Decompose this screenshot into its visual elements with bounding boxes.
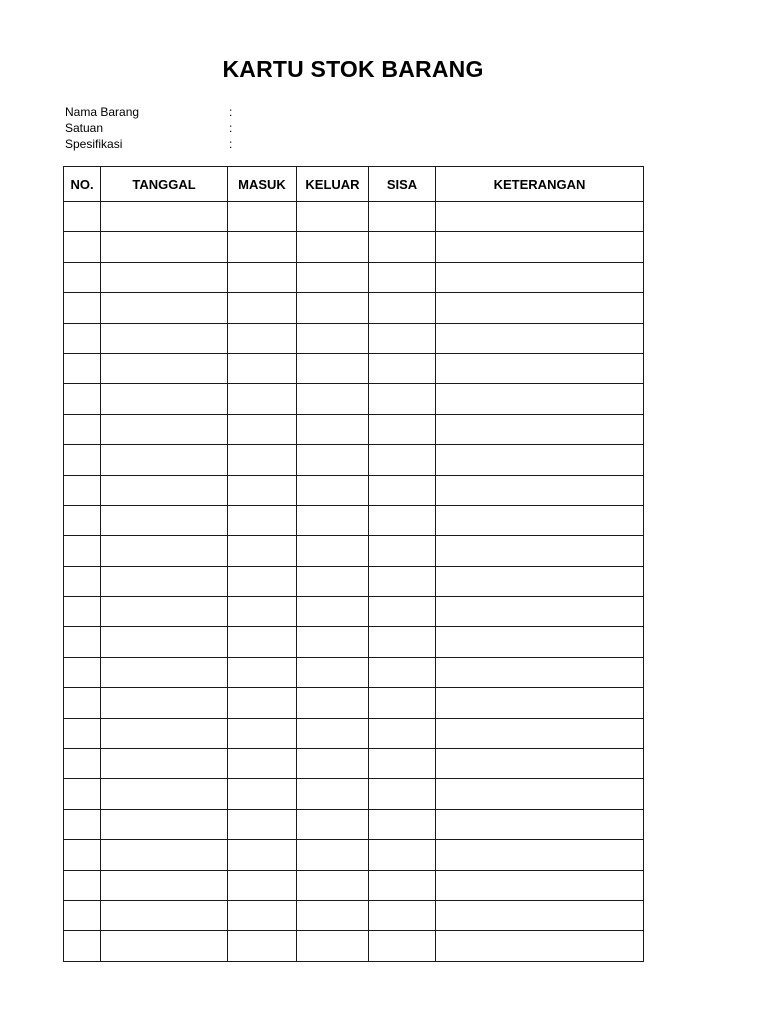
cell-masuk: [228, 809, 297, 839]
table-row: [64, 597, 644, 627]
header-no: NO.: [64, 167, 101, 202]
cell-tanggal: [101, 262, 228, 292]
cell-keluar: [297, 870, 369, 900]
info-row-satuan: [65, 120, 232, 136]
cell-masuk: [228, 749, 297, 779]
cell-keterangan: [436, 262, 644, 292]
cell-masuk: [228, 536, 297, 566]
cell-sisa: [369, 414, 436, 444]
cell-sisa: [369, 445, 436, 475]
cell-keluar: [297, 900, 369, 930]
table-row: [64, 688, 644, 718]
cell-sisa: [369, 900, 436, 930]
table-row: [64, 627, 644, 657]
cell-no: [64, 688, 101, 718]
header-tanggal: TANGGAL: [101, 167, 228, 202]
cell-tanggal: [101, 870, 228, 900]
cell-tanggal: [101, 657, 228, 687]
info-separator: :: [229, 121, 233, 135]
table-row: [64, 323, 644, 353]
cell-keterangan: [436, 657, 644, 687]
cell-masuk: [228, 293, 297, 323]
cell-no: [64, 232, 101, 262]
table-row: [64, 900, 644, 930]
cell-no: [64, 931, 101, 961]
table-row: [64, 445, 644, 475]
cell-keluar: [297, 293, 369, 323]
cell-keluar: [297, 475, 369, 505]
cell-tanggal: [101, 414, 228, 444]
cell-keluar: [297, 718, 369, 748]
cell-no: [64, 293, 101, 323]
cell-sisa: [369, 202, 436, 232]
cell-masuk: [228, 870, 297, 900]
cell-masuk: [228, 505, 297, 535]
cell-masuk: [228, 597, 297, 627]
cell-no: [64, 384, 101, 414]
cell-masuk: [228, 475, 297, 505]
info-separator: :: [229, 137, 233, 151]
table-row: [64, 840, 644, 870]
cell-keluar: [297, 597, 369, 627]
table-row: [64, 414, 644, 444]
cell-keterangan: [436, 566, 644, 596]
cell-no: [64, 809, 101, 839]
table-row: [64, 505, 644, 535]
cell-tanggal: [101, 718, 228, 748]
cell-tanggal: [101, 931, 228, 961]
cell-no: [64, 900, 101, 930]
cell-no: [64, 749, 101, 779]
cell-sisa: [369, 931, 436, 961]
cell-keluar: [297, 202, 369, 232]
cell-tanggal: [101, 232, 228, 262]
cell-no: [64, 475, 101, 505]
info-row-nama-barang: [65, 104, 232, 120]
cell-sisa: [369, 262, 436, 292]
cell-sisa: [369, 566, 436, 596]
cell-keterangan: [436, 232, 644, 262]
table-row: [64, 353, 644, 383]
cell-tanggal: [101, 475, 228, 505]
cell-tanggal: [101, 536, 228, 566]
cell-no: [64, 657, 101, 687]
cell-tanggal: [101, 688, 228, 718]
info-separator: :: [229, 105, 233, 119]
cell-no: [64, 536, 101, 566]
cell-keluar: [297, 353, 369, 383]
cell-tanggal: [101, 566, 228, 596]
cell-keterangan: [436, 809, 644, 839]
cell-keterangan: [436, 445, 644, 475]
cell-no: [64, 627, 101, 657]
cell-keterangan: [436, 627, 644, 657]
cell-masuk: [228, 931, 297, 961]
cell-masuk: [228, 414, 297, 444]
cell-masuk: [228, 384, 297, 414]
cell-tanggal: [101, 597, 228, 627]
cell-keterangan: [436, 202, 644, 232]
cell-keluar: [297, 384, 369, 414]
cell-keluar: [297, 414, 369, 444]
cell-no: [64, 566, 101, 596]
cell-keluar: [297, 749, 369, 779]
cell-sisa: [369, 597, 436, 627]
cell-sisa: [369, 688, 436, 718]
info-label: Spesifikasi: [65, 137, 123, 151]
table-header-row: [64, 167, 644, 202]
cell-masuk: [228, 688, 297, 718]
header-keluar: KELUAR: [297, 167, 369, 202]
cell-sisa: [369, 627, 436, 657]
table-row: [64, 931, 644, 961]
cell-masuk: [228, 353, 297, 383]
header-masuk: MASUK: [228, 167, 297, 202]
table-row: [64, 475, 644, 505]
cell-keluar: [297, 779, 369, 809]
cell-keterangan: [436, 688, 644, 718]
cell-no: [64, 870, 101, 900]
cell-tanggal: [101, 809, 228, 839]
cell-masuk: [228, 202, 297, 232]
cell-no: [64, 840, 101, 870]
cell-no: [64, 353, 101, 383]
cell-masuk: [228, 779, 297, 809]
cell-keluar: [297, 445, 369, 475]
cell-keluar: [297, 232, 369, 262]
table-row: [64, 232, 644, 262]
info-label: Nama Barang: [65, 105, 140, 119]
cell-masuk: [228, 262, 297, 292]
cell-sisa: [369, 536, 436, 566]
cell-keluar: [297, 627, 369, 657]
cell-sisa: [369, 779, 436, 809]
table-row: [64, 293, 644, 323]
cell-no: [64, 597, 101, 627]
cell-sisa: [369, 232, 436, 262]
table-body: [64, 202, 644, 962]
cell-keluar: [297, 657, 369, 687]
item-info: [65, 104, 232, 152]
cell-keluar: [297, 840, 369, 870]
cell-keterangan: [436, 840, 644, 870]
cell-tanggal: [101, 840, 228, 870]
cell-sisa: [369, 718, 436, 748]
cell-sisa: [369, 323, 436, 353]
cell-tanggal: [101, 749, 228, 779]
cell-keluar: [297, 505, 369, 535]
cell-keterangan: [436, 718, 644, 748]
table-row: [64, 779, 644, 809]
cell-keluar: [297, 536, 369, 566]
table-row: [64, 262, 644, 292]
cell-tanggal: [101, 323, 228, 353]
cell-keluar: [297, 931, 369, 961]
table-row: [64, 566, 644, 596]
cell-masuk: [228, 323, 297, 353]
cell-sisa: [369, 293, 436, 323]
cell-masuk: [228, 232, 297, 262]
table-row: [64, 536, 644, 566]
info-label: Satuan: [65, 121, 104, 135]
table-row: [64, 749, 644, 779]
cell-no: [64, 779, 101, 809]
table-row: [64, 718, 644, 748]
cell-tanggal: [101, 353, 228, 383]
cell-keterangan: [436, 931, 644, 961]
cell-masuk: [228, 840, 297, 870]
cell-tanggal: [101, 900, 228, 930]
cell-tanggal: [101, 627, 228, 657]
page-title: KARTU STOK BARANG: [222, 56, 484, 82]
cell-keterangan: [436, 353, 644, 383]
header-sisa: SISA: [369, 167, 436, 202]
cell-sisa: [369, 353, 436, 383]
cell-no: [64, 445, 101, 475]
stock-table: [63, 166, 644, 962]
cell-keterangan: [436, 900, 644, 930]
cell-sisa: [369, 840, 436, 870]
cell-masuk: [228, 718, 297, 748]
cell-keterangan: [436, 293, 644, 323]
cell-tanggal: [101, 505, 228, 535]
cell-tanggal: [101, 293, 228, 323]
table-row: [64, 809, 644, 839]
info-row-spesifikasi: [65, 136, 232, 152]
cell-no: [64, 202, 101, 232]
cell-sisa: [369, 749, 436, 779]
table-row: [64, 202, 644, 232]
cell-sisa: [369, 384, 436, 414]
cell-masuk: [228, 657, 297, 687]
cell-masuk: [228, 627, 297, 657]
cell-keterangan: [436, 414, 644, 444]
table-row: [64, 657, 644, 687]
cell-keluar: [297, 809, 369, 839]
cell-masuk: [228, 445, 297, 475]
cell-no: [64, 414, 101, 444]
cell-no: [64, 505, 101, 535]
cell-keterangan: [436, 597, 644, 627]
cell-sisa: [369, 475, 436, 505]
cell-keluar: [297, 262, 369, 292]
cell-keterangan: [436, 323, 644, 353]
cell-tanggal: [101, 384, 228, 414]
cell-keluar: [297, 323, 369, 353]
cell-keterangan: [436, 505, 644, 535]
cell-keluar: [297, 688, 369, 718]
cell-masuk: [228, 566, 297, 596]
cell-no: [64, 718, 101, 748]
cell-no: [64, 262, 101, 292]
cell-keterangan: [436, 475, 644, 505]
table-row: [64, 870, 644, 900]
cell-tanggal: [101, 779, 228, 809]
cell-no: [64, 323, 101, 353]
cell-sisa: [369, 870, 436, 900]
cell-keterangan: [436, 536, 644, 566]
cell-sisa: [369, 505, 436, 535]
cell-sisa: [369, 809, 436, 839]
cell-tanggal: [101, 202, 228, 232]
cell-tanggal: [101, 445, 228, 475]
cell-keterangan: [436, 779, 644, 809]
cell-sisa: [369, 657, 436, 687]
cell-keterangan: [436, 749, 644, 779]
cell-keluar: [297, 566, 369, 596]
table-row: [64, 384, 644, 414]
cell-keterangan: [436, 870, 644, 900]
cell-masuk: [228, 900, 297, 930]
cell-keterangan: [436, 384, 644, 414]
header-keterangan: KETERANGAN: [436, 167, 644, 202]
